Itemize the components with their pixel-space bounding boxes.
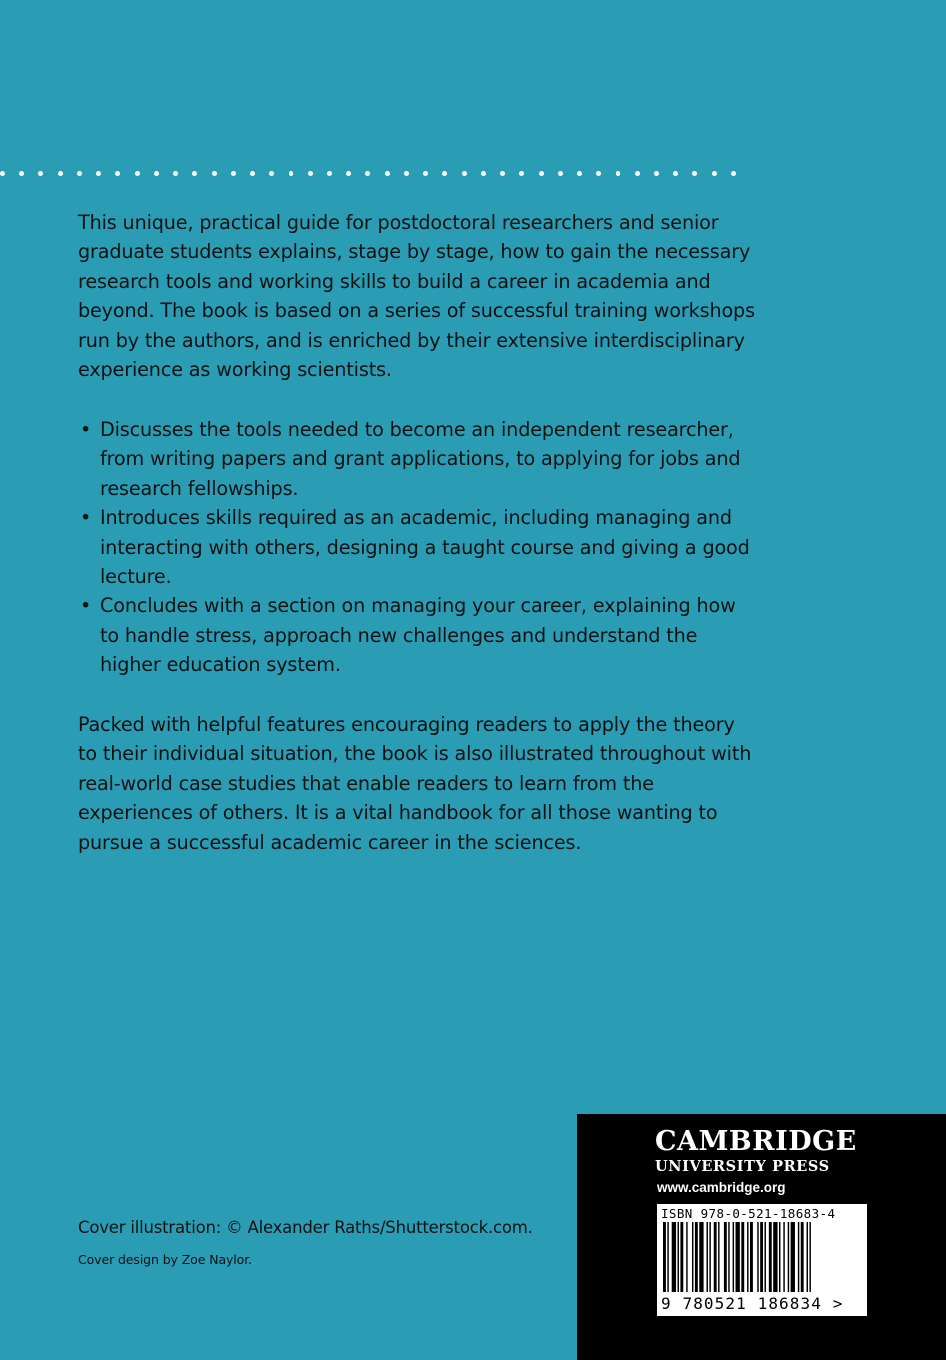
divider-dot	[38, 171, 43, 176]
outro-paragraph: Packed with helpful features encouraging readers to apply the theory to their individual situation, the book is also illustrated throughout with real-world case studies that enable readers to learn from the experiences of others. It is a vital handbook for all those wanting to pursue a successful academic career in the sciences.	[78, 713, 752, 854]
divider-dot	[500, 171, 505, 176]
divider-dot	[212, 171, 217, 176]
divider-dot	[596, 171, 601, 176]
divider-dot	[135, 171, 140, 176]
barcode-panel	[657, 1204, 867, 1316]
barcode-icon	[661, 1222, 863, 1294]
list-item: • Introduces skills required as an academic, including managing and interacting with others, designing a taught course and giving a good lecture.	[78, 503, 758, 591]
divider-dot	[577, 171, 582, 176]
divider-dot	[192, 171, 197, 176]
divider-dot	[731, 171, 736, 176]
divider-dot	[365, 171, 370, 176]
divider-dot	[77, 171, 82, 176]
divider-dot	[519, 171, 524, 176]
divider-dot	[654, 171, 659, 176]
divider-dot	[539, 171, 544, 176]
bullet-icon: •	[80, 594, 92, 618]
bullet-icon: •	[80, 506, 92, 530]
divider-dot	[616, 171, 621, 176]
divider-dot	[673, 171, 678, 176]
divider-dot	[19, 171, 24, 176]
list-item: • Discusses the tools needed to become an independent researcher, from writing papers and grant applications, to applying for jobs and research fellowships.	[78, 415, 758, 503]
bullet-icon: •	[80, 418, 92, 441]
divider-dot	[154, 171, 159, 176]
divider-dot	[712, 171, 717, 176]
publisher-name: CAMBRIDGE	[655, 1126, 857, 1157]
divider-dot	[462, 171, 467, 176]
divider-dot	[346, 171, 351, 176]
divider-dot	[385, 171, 390, 176]
list-item: • Concludes with a section on managing your career, explaining how to handle stress, approach new challenges and understand the higher education system.	[78, 591, 758, 679]
feature-list	[78, 415, 758, 680]
divider-dot	[58, 171, 63, 176]
divider-dot	[173, 171, 178, 176]
intro-paragraph: This unique, practical guide for postdoctoral researchers and senior graduate students explains, stage by stage, how to gain the necessary research tools and working skills to build a career in academia and beyond. The book is based on a series of successful training workshops run by the authors, and is enriched by their extensive interdisciplinary experience as working scientists.	[78, 211, 755, 382]
design-credit: Cover design by Zoe Naylor.	[78, 1252, 252, 1267]
divider-dot	[0, 171, 5, 176]
divider-dot	[423, 171, 428, 176]
publisher-box	[577, 1114, 946, 1360]
dotted-divider	[0, 168, 750, 180]
isbn-label: ISBN 978-0-521-18683-4	[661, 1206, 836, 1221]
divider-dot	[558, 171, 563, 176]
publisher-url: www.cambridge.org	[657, 1180, 786, 1195]
divider-dot	[96, 171, 101, 176]
divider-dot	[327, 171, 332, 176]
divider-dot	[115, 171, 120, 176]
divider-dot	[481, 171, 486, 176]
divider-dot	[269, 171, 274, 176]
divider-dot	[442, 171, 447, 176]
divider-dot	[250, 171, 255, 176]
barcode-digits: 9 780521 186834 >	[661, 1294, 844, 1313]
divider-dot	[231, 171, 236, 176]
illustration-credit: Cover illustration: © Alexander Raths/Shutterstock.com.	[78, 1218, 533, 1237]
divider-dot	[635, 171, 640, 176]
divider-dot	[692, 171, 697, 176]
divider-dot	[404, 171, 409, 176]
publisher-subtitle: UNIVERSITY PRESS	[655, 1158, 830, 1175]
divider-dot	[289, 171, 294, 176]
divider-dot	[308, 171, 313, 176]
